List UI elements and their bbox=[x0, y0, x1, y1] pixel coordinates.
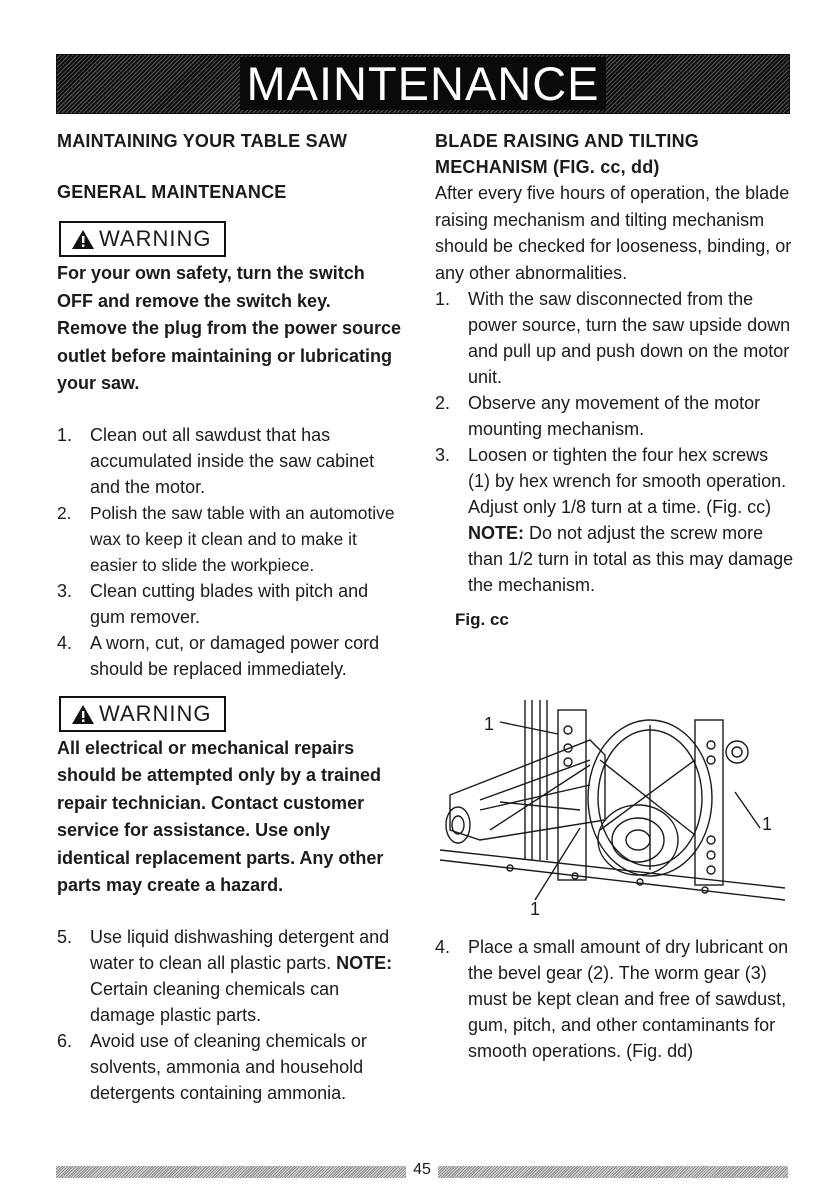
maintenance-steps-a bbox=[57, 422, 402, 682]
list-item: 5. Use liquid dishwashing detergent and water to clean all plastic parts. NOTE: Certain cleaning chemicals can damage plastic parts. bbox=[57, 926, 393, 1025]
page-footer bbox=[56, 1161, 788, 1180]
left-column bbox=[57, 128, 402, 1106]
warning-badge-1 bbox=[59, 221, 226, 257]
list-item: 4. Place a small amount of dry lubricant on the bevel gear (2). The worm gear (3) must be kept clean and free of sawdust, gum, pitch, and other contaminants for smooth operations. (Fig. dd) bbox=[435, 937, 789, 1061]
figure-label: Fig. cc bbox=[455, 610, 509, 629]
intro-paragraph: After every five hours of operation, the blade raising mechanism and tilting mechanism should be checked for looseness, binding, or any other abnormalities. bbox=[435, 183, 792, 283]
heading-blade-raising: BLADE RAISING AND TILTING MECHANISM (FIG. cc, dd) bbox=[435, 131, 699, 177]
footer-bar-right bbox=[438, 1166, 788, 1178]
warning-text-2: All electrical or mechanical repairs should be attempted only by a trained repair technician. Contact customer service for assistance. Use only identical replacement parts. Any other parts may create a hazard. bbox=[57, 737, 384, 895]
blade-steps bbox=[435, 286, 795, 598]
list-item: 1. Clean out all sawdust that has accumulated inside the saw cabinet and the motor. bbox=[57, 424, 375, 497]
list-item: 4. A worn, cut, or damaged power cord should be replaced immediately. bbox=[57, 632, 380, 679]
warning-label-1: WARNING bbox=[99, 226, 212, 251]
list-item: 2. Polish the saw table with an automotive wax to keep it clean and to make it easier to slide the workpiece. bbox=[57, 502, 395, 575]
warning-label-2: WARNING bbox=[99, 700, 212, 726]
right-column bbox=[435, 128, 795, 1061]
list-item: 3. Clean cutting blades with pitch and gum remover. bbox=[57, 580, 369, 627]
blade-steps-after bbox=[435, 934, 795, 1064]
list-item: 6. Avoid use of cleaning chemicals or solvents, ammonia and household detergents containing ammonia. bbox=[57, 1030, 367, 1103]
section-banner bbox=[56, 54, 790, 114]
warning-triangle-icon bbox=[71, 229, 95, 250]
note-label: NOTE: bbox=[468, 523, 524, 543]
callout-1-right: 1 bbox=[762, 814, 773, 834]
mechanism-illustration bbox=[440, 700, 785, 920]
section-title: MAINTENANCE bbox=[240, 57, 605, 110]
warning-badge-2 bbox=[59, 696, 226, 732]
list-item: 3. Loosen or tighten the four hex screws (1) by hex wrench for smooth operation. Adjust only 1/8 turn at a time. (Fig. cc) NOTE: Do not adjust the screw more than 1/2 turn in total as this may damage the mechanism. bbox=[435, 445, 794, 595]
heading-maintaining: MAINTAINING YOUR TABLE SAW bbox=[57, 131, 348, 151]
maintenance-steps-b bbox=[57, 924, 402, 1106]
callout-1-top: 1 bbox=[484, 714, 495, 734]
heading-general-maintenance: GENERAL MAINTENANCE bbox=[57, 182, 287, 202]
warning-text-1: For your own safety, turn the switch OFF and remove the switch key. Remove the plug from the power source outlet before maintaining or lubricating your saw. bbox=[57, 263, 402, 393]
callout-1-bottom: 1 bbox=[530, 899, 541, 919]
list-item: 1. With the saw disconnected from the power source, turn the saw upside down and pull up and push down on the motor unit. bbox=[435, 289, 791, 387]
footer-bar-left bbox=[56, 1166, 406, 1178]
warning-triangle-icon bbox=[71, 704, 95, 725]
list-item: 2. Observe any movement of the motor mounting mechanism. bbox=[435, 393, 761, 439]
note-label: NOTE: bbox=[336, 952, 393, 973]
page-number: 45 bbox=[413, 1161, 431, 1178]
